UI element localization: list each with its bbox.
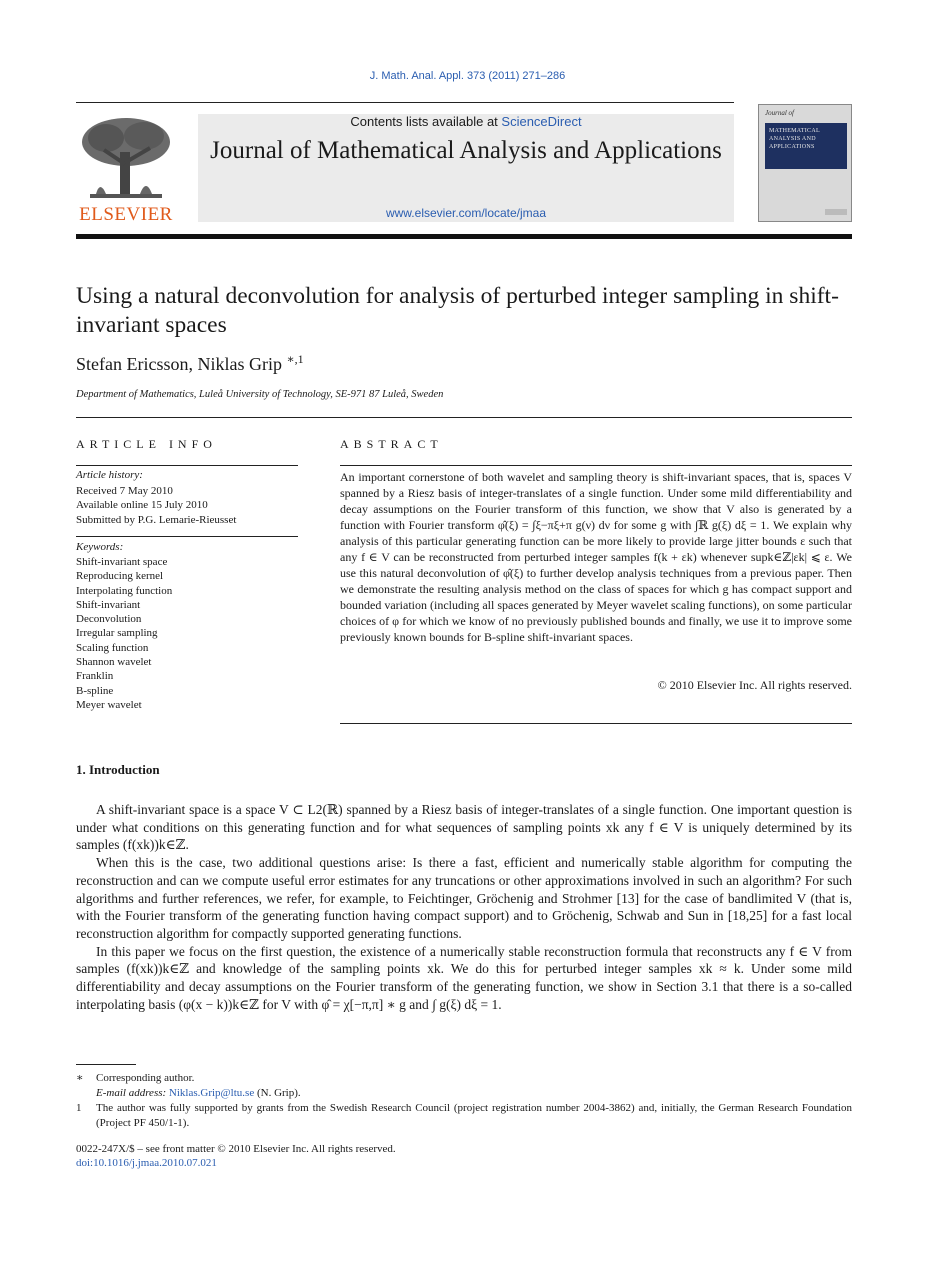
keyword: Franklin <box>76 670 114 683</box>
abstract-rule-top <box>340 465 852 466</box>
intro-paragraph: In this paper we focus on the first question, the existence of a numerically stable reconstruction formula that reconstructs any f ∈ V from samples (f(xk))k∈ℤ and knowledge of the sampling points xk. We do this for perturbed integer samples xk ≈ k. Under some mild differentiability and decay assumptions on the Fourier transform of the generating function, we show in Section 3.1 that there is a so-called interpolating basis (φ(x − k))k∈ℤ for V with φ̂ = χ[−π,π] ∗ g and ∫ g(ξ) dξ = 1. <box>76 943 852 1012</box>
authors[interactable]: Stefan Ericsson, Niklas Grip <box>76 354 282 374</box>
author-line <box>76 352 304 375</box>
journal-url-link[interactable]: www.elsevier.com/locate/jmaa <box>385 206 547 220</box>
elsevier-wordmark: ELSEVIER <box>79 204 173 225</box>
affiliation-rule <box>76 417 852 418</box>
intro-paragraph: When this is the case, two additional questions arise: Is there a fast, efficient and numerically stable algorithm for computing the reconstruction and can we compute useful error estimates for any truncations or other approximations involved in such an algorithm? For such algorithms and further references, we refer, for example, to Feichtinger, Gröchenig and Strohmer [13] for the case of bandlimited V (that is, with the Fourier transform of the generating function having compact support) and to Gröchenig, Schwab and Sun in [18,25] for a fast local reconstruction algorithm for compactly supported generating functions. <box>76 855 852 941</box>
journal-title: Journal of Mathematical Analysis and Applications <box>210 137 722 164</box>
section-heading-introduction: 1. Introduction <box>76 762 160 777</box>
abstract-heading: ABSTRACT <box>340 437 443 451</box>
footnote-text: The author was fully supported by grants from the Swedish Research Council (project registration number 2004-3862) and, initially, the German Research Foundation (Project PF 450/1-1). <box>96 1102 852 1129</box>
doi-link[interactable]: doi:10.1016/j.jmaa.2010.07.021 <box>76 1157 217 1169</box>
email-suffix: (N. Grip). <box>254 1087 301 1099</box>
keyword-list <box>76 555 172 712</box>
issn-line: 0022-247X/$ – see front matter © 2010 Elsevier Inc. All rights reserved. <box>76 1143 396 1155</box>
history-heading: Article history: <box>76 469 143 481</box>
header-rule <box>76 102 734 103</box>
footnote-text: Corresponding author. <box>96 1072 195 1084</box>
keyword: Reproducing kernel <box>76 570 164 583</box>
keyword: Meyer wavelet <box>76 698 142 711</box>
journal-cover-thumbnail[interactable] <box>758 104 852 222</box>
abstract-copyright: © 2010 Elsevier Inc. All rights reserved. <box>657 678 852 692</box>
header-thick-rule <box>76 234 852 239</box>
footnote-corresponding <box>76 1071 852 1086</box>
history-item: Submitted by P.G. Lemarie-Rieusset <box>76 513 237 526</box>
keywords-heading: Keywords: <box>76 541 124 553</box>
footnote-mark: 1 <box>76 1102 82 1114</box>
keyword: Shift-invariant <box>76 598 141 611</box>
keyword: Deconvolution <box>76 613 142 626</box>
footnote-rule <box>76 1064 136 1065</box>
article-info-rule <box>76 465 298 466</box>
email-label: E-mail address: <box>96 1087 169 1099</box>
author-marks[interactable]: ∗,1 <box>286 352 304 366</box>
intro-paragraph: A shift-invariant space is a space V ⊂ L2(ℝ) spanned by a Riesz basis of integer-translates of a single function. One important question is under what conditions on this generating function and for what sequences of sampling points xk any f ∈ V is uniquely determined by its samples (f(xk))k∈ℤ. <box>76 802 852 853</box>
cover-small-text: Journal of <box>765 109 794 117</box>
introduction-body <box>76 801 852 1013</box>
contents-line <box>198 114 734 129</box>
abstract-rule-bottom <box>340 723 852 724</box>
cover-title: MATHEMATICAL ANALYSIS AND APPLICATIONS <box>769 128 820 150</box>
history-item: Available online 15 July 2010 <box>76 499 208 512</box>
sciencedirect-link[interactable]: ScienceDirect <box>501 114 582 129</box>
footnote-mark: ∗ <box>76 1072 84 1084</box>
affiliation: Department of Mathematics, Luleå University of Technology, SE-971 87 Luleå, Sweden <box>76 389 444 400</box>
keyword: Shift-invariant space <box>76 556 168 568</box>
cover-footer-mark <box>825 209 847 215</box>
footnote-funding <box>76 1101 852 1131</box>
keywords-rule <box>76 536 298 537</box>
keyword: Interpolating function <box>76 584 173 597</box>
email-link[interactable]: Niklas.Grip@ltu.se <box>168 1087 255 1099</box>
history-item: Received 7 May 2010 <box>76 485 173 497</box>
footnote-email <box>76 1086 852 1101</box>
article-title: Using a natural deconvolution for analysis of perturbed integer sampling in shift-invariant spaces <box>76 283 839 338</box>
abstract-text: An important cornerstone of both wavelet and sampling theory is shift-invariant spaces, that is, spaces V spanned by a Riesz basis of integer-translates of a single function. Under some mild differentiability and decay assumptions on the Fourier transform of this function, we show that V also is generated by a function with Fourier transform φ̂(ξ) = ∫ξ−πξ+π g(ν) dν for some g with ∫ℝ g(ξ) dξ = 1. We explain why analysis of this particular generating function can be more likely to provide large jitter bounds ε such that any f ∈ V can be reconstructed from perturbed integer samples f(k + εk) whenever supk∈ℤ|εk| ⩽ ε. We use this natural deconvolution of φ̂(ξ) to further develop analysis techniques from a previous paper. Then we demonstrate the resulting analysis method on the class of spaces for which g has compact support and bounded variation (including all spaces generated by Meyer wavelet scaling functions), on some particular choices of φ for which we know of no previously published bounds and finally, we use it to improve some previously known bounds for B-spline shift-invariant spaces. <box>340 470 852 644</box>
article-info-heading: ARTICLE INFO <box>76 437 217 451</box>
keyword: Shannon wavelet <box>76 656 152 669</box>
article-history <box>76 484 236 527</box>
journal-citation[interactable]: J. Math. Anal. Appl. 373 (2011) 271–286 <box>369 70 566 82</box>
keyword: B-spline <box>76 684 114 697</box>
keyword: Irregular sampling <box>76 627 158 640</box>
footnotes <box>76 1071 852 1131</box>
contents-prefix: Contents lists available at <box>350 114 502 129</box>
keyword: Scaling function <box>76 641 149 654</box>
